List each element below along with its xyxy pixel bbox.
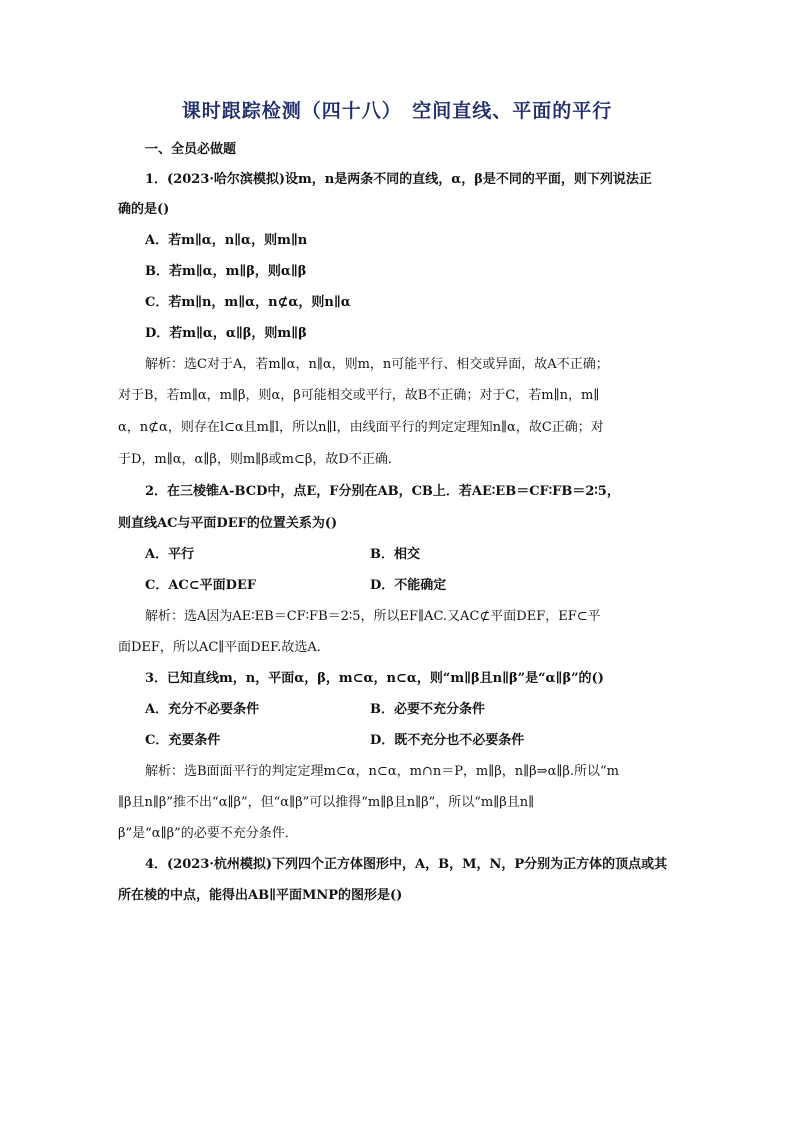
q1-option-c: C．若m∥n，m∥α，n⊄α，则n∥α xyxy=(145,295,351,310)
section-heading: 一、全员必做题 xyxy=(145,142,237,157)
q2-option-b: B．相交 xyxy=(370,547,420,562)
page-title: 课时跟踪检测（四十八） 空间直线、平面的平行 xyxy=(181,100,613,122)
q2-option-d: D．不能确定 xyxy=(370,578,447,593)
q2-stem-line1: 2．在三棱锥A-BCD中，点E，F分别在AB，CB上．若AE∶EB＝CF∶FB＝2∶5， xyxy=(145,484,620,499)
q1-solution-line3: α，n⊄α，则存在l⊂α且m∥l，所以n∥l，由线面平行的判定定理知n∥α，故C正确；对 xyxy=(118,420,604,435)
q2-stem-line2: 则直线AC与平面DEF的位置关系为() xyxy=(118,516,338,531)
q1-option-b: B．若m∥α，m∥β，则α∥β xyxy=(145,264,307,279)
q4-stem-line2: 所在棱的中点，能得出AB∥平面MNP的图形是() xyxy=(118,888,403,903)
q2-option-a: A．平行 xyxy=(145,547,195,562)
q1-solution-line4: 于D，m∥α，α∥β，则m∥β或m⊂β，故D不正确． xyxy=(118,452,401,467)
q4-stem-line1: 4．(2023·杭州模拟)下列四个正方体图形中，A，B，M，N，P分别为正方体的顶点或其 xyxy=(145,857,668,872)
q1-solution-line2: 对于B，若m∥α，m∥β，则α，β可能相交或平行，故B不正确；对于C，若m∥n，m∥ xyxy=(118,388,600,403)
q3-option-d: D．既不充分也不必要条件 xyxy=(370,733,525,748)
q1-option-a: A．若m∥α，n∥α，则m∥n xyxy=(145,233,308,248)
q1-option-d: D．若m∥α，α∥β，则m∥β xyxy=(145,326,307,341)
q3-option-a: A．充分不必要条件 xyxy=(145,702,260,717)
q3-option-b: B．必要不充分条件 xyxy=(370,702,485,717)
q1-stem-line1: 1．(2023·哈尔滨模拟)设m，n是两条不同的直线，α，β是不同的平面，则下列说法正 xyxy=(145,172,652,187)
q3-solution-line3: β”是“α∥β”的必要不充分条件． xyxy=(118,826,298,841)
q2-option-c: C．AC⊂平面DEF xyxy=(145,578,257,593)
q2-solution-line2: 面DEF，所以AC∥平面DEF.故选A. xyxy=(118,640,321,655)
q3-stem-line1: 3．已知直线m，n，平面α，β，m⊂α，n⊂α，则“m∥β且n∥β”是“α∥β”的() xyxy=(145,671,604,686)
q3-solution-line2: ∥β且n∥β”推不出“α∥β”，但“α∥β”可以推得“m∥β且n∥β”，所以“m∥β且n∥ xyxy=(118,795,535,810)
q1-solution-line1: 解析：选C对于A，若m∥α，n∥α，则m，n可能平行、相交或异面，故A不正确； xyxy=(145,357,609,372)
q3-solution-line1: 解析：选B面面平行的判定定理m⊂α，n⊂α，m∩n＝P，m∥β，n∥β⇒α∥β.所以“m xyxy=(145,764,619,779)
q3-option-c: C．充要条件 xyxy=(145,733,221,748)
q2-solution-line1: 解析：选A因为AE∶EB＝CF∶FB＝2∶5，所以EF∥AC.又AC⊄平面DEF，EF⊂平 xyxy=(145,609,601,624)
q1-stem-line2: 确的是() xyxy=(118,202,170,217)
